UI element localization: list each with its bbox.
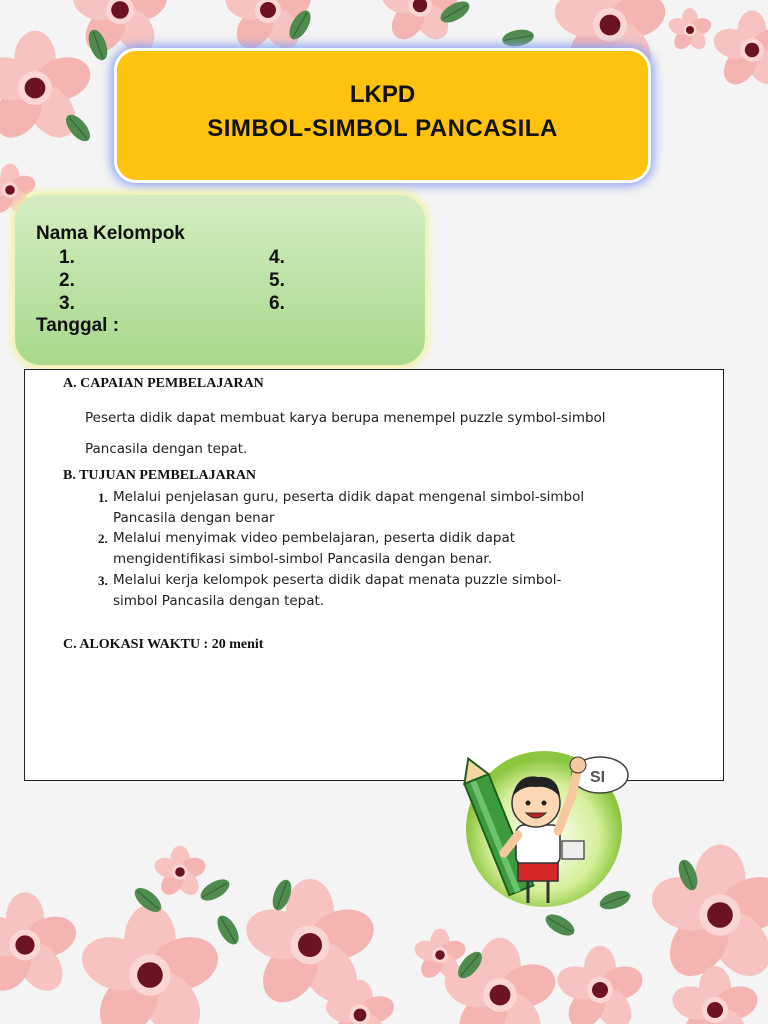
objective-1-line-1: Melalui penjelasan guru, peserta didik dapat mengenal simbol-simbol xyxy=(113,489,585,505)
member-number-5: 5. xyxy=(269,270,285,291)
objective-3-number: 3. xyxy=(98,573,108,588)
section-c-heading: C. ALOKASI WAKTU : 20 menit xyxy=(63,637,264,652)
objective-2-line-1: Melalui menyimak video pembelajaran, peserta didik dapat xyxy=(113,530,516,546)
group-info-box xyxy=(15,195,425,365)
section-a-line-2: Pancasila dengan tepat. xyxy=(85,441,248,457)
member-number-4: 4. xyxy=(269,247,285,268)
member-number-3: 3. xyxy=(59,293,75,314)
objective-1-number: 1. xyxy=(98,490,108,505)
section-a-line-1: Peserta didik dapat membuat karya berupa menempel puzzle symbol-simbol xyxy=(85,410,606,426)
objective-2-line-2: mengidentifikasi simbol-simbol Pancasila dengan benar. xyxy=(113,551,493,567)
objective-3-line-1: Melalui kerja kelompok peserta didik dapat menata puzzle simbol- xyxy=(113,572,562,588)
student-illustration xyxy=(458,745,636,910)
member-number-1: 1. xyxy=(59,247,75,268)
date-label: Tanggal : xyxy=(36,315,120,336)
objective-3-line-2: simbol Pancasila dengan tepat. xyxy=(113,593,325,609)
title-topic: SIMBOL-SIMBOL PANCASILA xyxy=(207,115,558,142)
title-lkpd: LKPD xyxy=(349,81,416,108)
section-b-heading: B. TUJUAN PEMBELAJARAN xyxy=(63,468,257,483)
badge-text: SI xyxy=(590,769,606,786)
group-name-label: Nama Kelompok xyxy=(36,223,185,244)
section-a-heading: A. CAPAIAN PEMBELAJARAN xyxy=(63,376,264,391)
member-number-6: 6. xyxy=(269,293,285,314)
title-banner xyxy=(114,48,651,183)
member-number-2: 2. xyxy=(59,270,75,291)
content-box xyxy=(24,369,724,781)
objective-1-line-2: Pancasila dengan benar xyxy=(113,510,275,526)
objective-2-number: 2. xyxy=(98,531,108,546)
